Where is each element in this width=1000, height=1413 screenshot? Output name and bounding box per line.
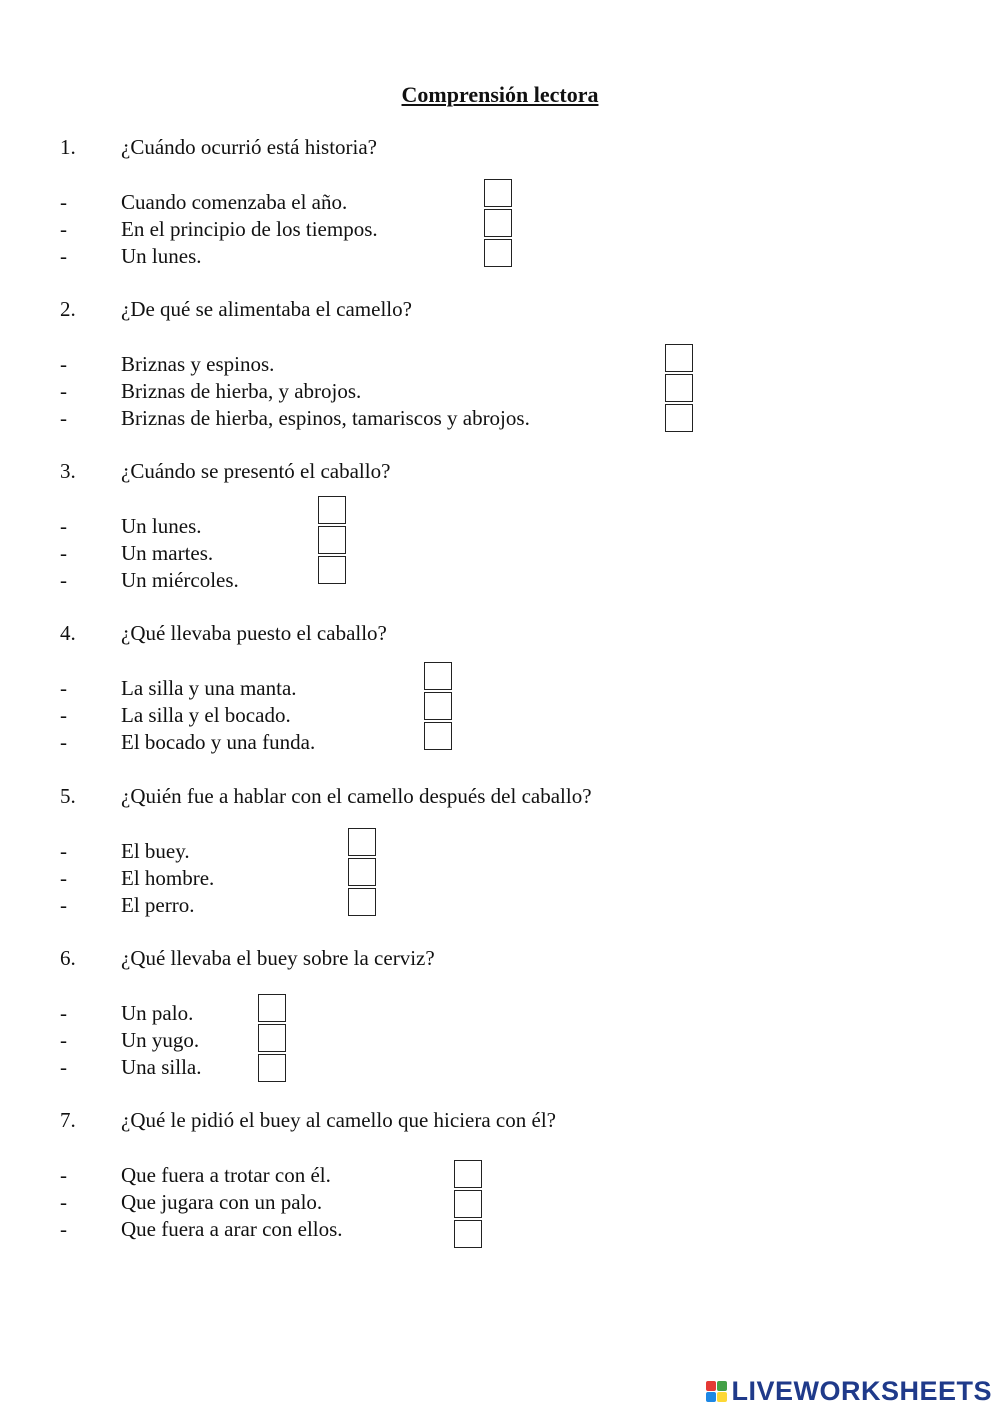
brand-name: LIVEWORKSHEETS	[731, 1375, 992, 1406]
option-text: Un palo.	[121, 1001, 194, 1025]
option-text: El buey.	[121, 839, 190, 863]
option	[60, 865, 214, 892]
option	[60, 378, 361, 405]
option-marker: -	[60, 839, 67, 863]
option	[60, 1054, 201, 1081]
answer-box[interactable]	[484, 209, 512, 237]
question-number: 6.	[60, 946, 76, 970]
option-text: Un lunes.	[121, 514, 202, 538]
option	[60, 702, 291, 729]
option-marker: -	[60, 244, 67, 268]
answer-box[interactable]	[424, 722, 452, 750]
answer-box[interactable]	[348, 858, 376, 886]
option	[60, 729, 315, 756]
option-text: La silla y el bocado.	[121, 703, 291, 727]
option-marker: -	[60, 893, 67, 917]
option	[60, 216, 378, 243]
option-marker: -	[60, 352, 67, 376]
option	[60, 243, 202, 270]
option-text: Que fuera a arar con ellos.	[121, 1217, 343, 1241]
option-marker: -	[60, 1055, 67, 1079]
option	[60, 351, 274, 378]
option-text: Briznas de hierba, y abrojos.	[121, 379, 362, 403]
option-marker: -	[60, 406, 67, 430]
option-marker: -	[60, 541, 67, 565]
answer-box[interactable]	[348, 828, 376, 856]
answer-box[interactable]	[454, 1220, 482, 1248]
option-text: En el principio de los tiempos.	[121, 217, 378, 241]
option	[60, 838, 190, 865]
question-number: 2.	[60, 297, 76, 321]
option	[60, 567, 239, 594]
question-number: 7.	[60, 1108, 76, 1132]
question-number: 5.	[60, 784, 76, 808]
answer-box[interactable]	[665, 404, 693, 432]
answer-box[interactable]	[665, 344, 693, 372]
option-text: Que fuera a trotar con él.	[121, 1163, 331, 1187]
option	[60, 1216, 343, 1243]
answer-box[interactable]	[318, 496, 346, 524]
option-marker: -	[60, 514, 67, 538]
option	[60, 675, 297, 702]
question-number: 3.	[60, 459, 76, 483]
option	[60, 892, 194, 919]
logo-square-yellow	[717, 1392, 727, 1402]
answer-box[interactable]	[454, 1190, 482, 1218]
question-text: ¿Quién fue a hablar con el camello después del caballo?	[121, 784, 592, 808]
option-marker: -	[60, 1190, 67, 1214]
answer-box[interactable]	[258, 1024, 286, 1052]
option-text: Una silla.	[121, 1055, 202, 1079]
option-marker: -	[60, 190, 67, 214]
option	[60, 1189, 322, 1216]
option-text: El bocado y una funda.	[121, 730, 316, 754]
question-text: ¿Cuándo se presentó el caballo?	[121, 459, 391, 483]
option-marker: -	[60, 217, 67, 241]
option-text: Briznas y espinos.	[121, 352, 275, 376]
option-text: El hombre.	[121, 866, 215, 890]
option	[60, 405, 530, 432]
answer-box[interactable]	[665, 374, 693, 402]
option-marker: -	[60, 676, 67, 700]
option	[60, 189, 347, 216]
liveworksheets-logo-icon	[706, 1381, 727, 1402]
option-marker: -	[60, 1001, 67, 1025]
option	[60, 513, 202, 540]
question-text: ¿Cuándo ocurrió está historia?	[121, 135, 377, 159]
logo-square-blue	[706, 1392, 716, 1402]
option-text: Un yugo.	[121, 1028, 200, 1052]
logo-square-green	[717, 1381, 727, 1391]
option-marker: -	[60, 730, 67, 754]
option-text: Cuando comenzaba el año.	[121, 190, 348, 214]
answer-box[interactable]	[424, 662, 452, 690]
option-text: Un lunes.	[121, 244, 202, 268]
option-marker: -	[60, 568, 67, 592]
option-text: El perro.	[121, 893, 195, 917]
answer-box[interactable]	[318, 556, 346, 584]
answer-box[interactable]	[258, 994, 286, 1022]
question-text: ¿De qué se alimentaba el camello?	[121, 297, 412, 321]
option-marker: -	[60, 379, 67, 403]
option	[60, 1027, 199, 1054]
option	[60, 1162, 331, 1189]
option-marker: -	[60, 866, 67, 890]
option-text: Un martes.	[121, 541, 214, 565]
option	[60, 540, 213, 567]
question-number: 4.	[60, 621, 76, 645]
question-number: 1.	[60, 135, 76, 159]
answer-box[interactable]	[454, 1160, 482, 1188]
answer-box[interactable]	[484, 239, 512, 267]
option	[60, 1000, 193, 1027]
option-marker: -	[60, 703, 67, 727]
option-marker: -	[60, 1217, 67, 1241]
answer-box[interactable]	[424, 692, 452, 720]
option-marker: -	[60, 1028, 67, 1052]
question-text: ¿Qué le pidió el buey al camello que hiciera con él?	[121, 1108, 556, 1132]
answer-box[interactable]	[258, 1054, 286, 1082]
answer-box[interactable]	[318, 526, 346, 554]
option-marker: -	[60, 1163, 67, 1187]
answer-box[interactable]	[484, 179, 512, 207]
question-text: ¿Qué llevaba el buey sobre la cerviz?	[121, 946, 435, 970]
option-text: Que jugara con un palo.	[121, 1190, 323, 1214]
option-text: Un miércoles.	[121, 568, 239, 592]
question-text: ¿Qué llevaba puesto el caballo?	[121, 621, 387, 645]
answer-box[interactable]	[348, 888, 376, 916]
option-text: Briznas de hierba, espinos, tamariscos y abrojos.	[121, 406, 530, 430]
worksheet-title: Comprensión lectora	[401, 82, 599, 107]
option-text: La silla y una manta.	[121, 676, 297, 700]
logo-square-red	[706, 1381, 716, 1391]
liveworksheets-logo[interactable]	[706, 1377, 992, 1405]
